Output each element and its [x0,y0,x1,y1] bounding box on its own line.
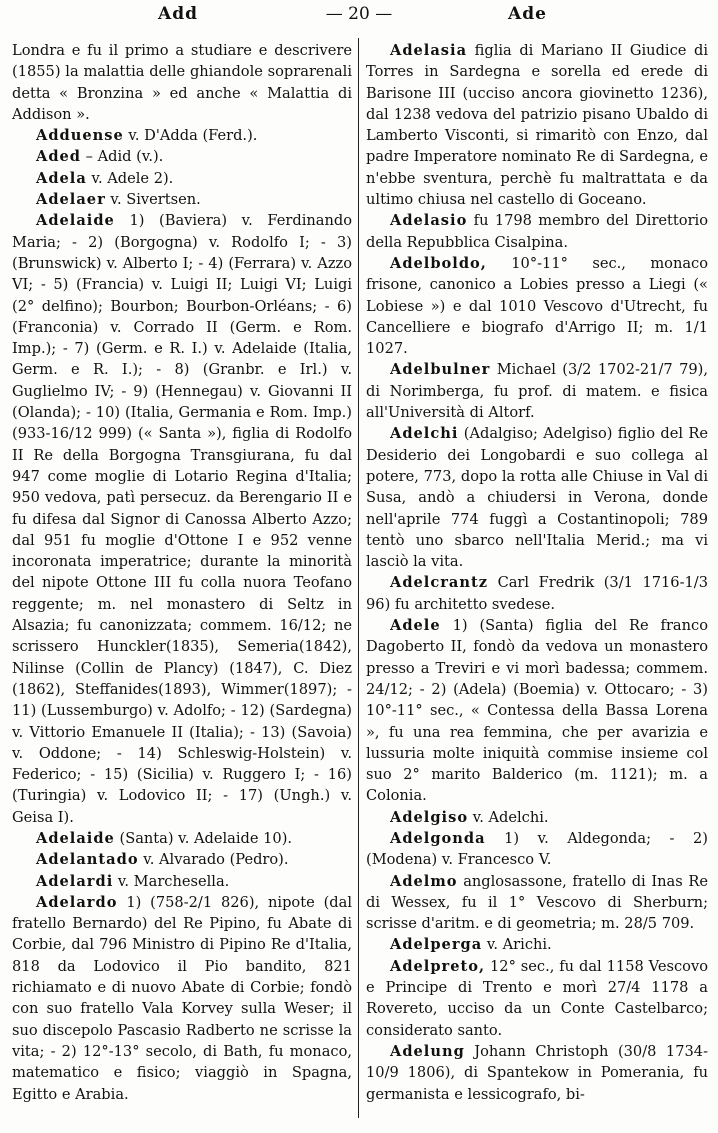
entry-text: 12° sec., fu dal 1158 Vescovo e Principe di Trento e morì 27/4 1178 a Rovereto, ucciso da un Conte Castelbarco; considerato santo. [366,957,708,1039]
dictionary-entry [366,359,708,423]
entry-text: Londra e fu il primo a studiare e descrivere (1855) la malattia delle ghiandole soprarenali detta « Bronzina » ed anche « Malattia di Addison ». [12,42,352,123]
entry-headword: Adelgonda [390,829,486,847]
entry-text: Carl Fredrik (3/1 1716-1/3 96) fu architetto svedese. [366,574,708,613]
dictionary-entry [12,871,352,892]
dictionary-entry [366,1041,708,1105]
entry-text: – Adid (v.). [81,148,164,166]
entry-text: anglosassone, fratello di Inas Re di Wessex, fu il 1° Vescovo di Sherburn; scrisse d'aritm. e di geometria; m. 28/5 709. [366,872,708,933]
entry-headword: Adelchi [390,425,459,443]
entry-text: v. Adele 2). [86,169,174,187]
entry-headword: Adelaide [36,212,115,230]
dictionary-entry [12,125,352,146]
dictionary-entry [366,572,708,615]
entry-headword: Adelaer [36,191,106,209]
entry-text: v. Marchesella. [113,872,230,890]
column-divider [358,38,359,1118]
left-running-head: Add [158,4,198,24]
entry-text: 1) (758-2/1 826), nipote (dal fratello Bernardo) del Re Pipino, fu Abate di Corbie, dal 796 Ministro di Pipino Re d'Italia, 818 da Lodovico il Pio bandito, 821 richiamato e di nuovo Abate di Corbie; fondò con suo fratello Vala Korvey sulla Weser; il suo discepolo Pascasio Radberto ne scrisse la vita; - 2) 12°-13° secolo, di Bath, fu monaco, matematico e fisico; viaggiò in Spagna, Egitto e Arabia. [12,893,352,1103]
entry-headword: Adelantado [36,851,139,869]
entry-headword: Adelcrantz [390,574,489,592]
entry-headword: Adelung [390,1042,465,1060]
dictionary-entry [12,849,352,870]
dictionary-entry [12,189,352,210]
entry-text: v. Sivertsen. [105,191,201,209]
entry-text: 1) v. Aldegonda; - 2) (Modena) v. Francesco V. [366,829,708,869]
entry-headword: Adele [390,617,441,635]
entry-headword: Adelboldo, [390,254,487,272]
entry-text: figlia di Mariano II Giudice di Torres in Sardegna e sorella ed erede di Barisone III (ucciso ancora giovinetto 1236), dal 1238 vedova del patrizio pisano Ubaldo di Lamberto Visconti, si rimaritò con Enzo, dal padre Imperatore nominato Re di Sardegna, e n'ebbe sventura, perchè fu maltrattata e da ultimo chiusa nel castello di Goceano. [366,42,708,209]
entry-headword: Adelardi [36,872,114,890]
entry-text: Michael (3/2 1702-21/7 79), di Norimberga, fu prof. di matem. e fisica all'Università di Altorf. [366,361,708,422]
entry-headword: Aded [36,148,82,166]
entry-text: v. Adelchi. [468,808,549,826]
dictionary-entry [366,934,708,955]
dictionary-entry [366,210,708,253]
page-number: — 20 — [325,4,393,24]
entry-headword: Adelbulner [390,361,491,379]
dictionary-entry [12,210,352,828]
entry-headword: Adelaide [36,829,115,847]
dictionary-entry [12,828,352,849]
dictionary-entry [12,40,352,125]
entry-text: 10°-11° sec., monaco frisone, canonico a Lobies presso a Liegi (« Lobiese ») e dal 1010 Vescovo d'Utrecht, fu Cancelliere e biografo d'Arrigo II; m. 1/1 1027. [366,254,708,358]
entry-text: v. D'Adda (Ferd.). [123,127,258,145]
entry-text: fu 1798 membro del Direttorio della Repubblica Cisalpina. [366,212,708,251]
entry-text: Johann Christoph (30/8 1734-10/9 1806), di Spantekow in Pomerania, fu germanista e lessicografo, bi- [366,1042,708,1103]
dictionary-entry [366,253,708,359]
dictionary-entry [12,892,352,1105]
entry-headword: Adduense [36,127,124,145]
dictionary-entry [12,168,352,189]
dictionary-entry [366,828,708,871]
entry-headword: Adela [36,169,87,187]
entry-text: 1) (Santa) figlia del Re franco Dagoberto II, fondò da vedova un monastero presso a Treviri e vi morì badessa; commem. 24/12; - 2) (Adela) (Boemia) v. Ottocaro; - 3) 10°-11° sec., « Contessa della Bassa Lorena », fu una rea femmina, che per avarizia e lussuria molte iniquità commise insieme col suo 2° marito Balderico (m. 1121); m. a Colonia. [366,617,708,805]
dictionary-entry [12,146,352,167]
dictionary-entry [366,615,708,807]
entry-headword: Adelpreto, [390,957,486,975]
dictionary-entry [366,807,708,828]
entry-headword: Adelmo [390,872,458,890]
dictionary-entry [366,423,708,572]
entry-text: (Santa) v. Adelaide 10). [114,829,293,847]
page-header [0,4,718,26]
left-column [12,40,352,1105]
entry-text: (Adalgiso; Adelgiso) figlio del Re Desiderio dei Longobardi e suo collega al potere, 773, dopo la rotta alle Chiuse in Val di Susa, andò a chiudersi in Verona, donde nell'aprile 774 fuggì a Costantinopoli; 789 tentò uno sbarco nell'Italia Merid.; ma vi lasciò la vita. [366,425,708,571]
entry-headword: Adelasio [390,212,468,230]
entry-headword: Adelasia [390,42,468,59]
entry-text: v. Alvarado (Pedro). [138,851,289,869]
dictionary-entry [366,956,708,1041]
entry-headword: Adelardo [36,893,118,911]
right-column [366,40,708,1105]
right-running-head: Ade [508,4,547,24]
entry-headword: Adelgiso [390,808,469,826]
entry-text: 1) (Baviera) v. Ferdinando Maria; - 2) (Borgogna) v. Rodolfo I; - 3) (Brunswick) v. Alberto I; - 4) (Ferrara) v. Azzo VI; - 5) (Francia) v. Luigi II; Luigi VI; Luigi (2° delfino); Bourbon; Bourbon-Orléans; - 6) (Franconia) v. Corrado II (Germ. e Rom. Imp.); - 7) (Germ. e R. I.) v. Adelaide (Italia, Germ. e R. I.); - 8) (Granbr. e Irl.) v. Guglielmo IV; - 9) (Hennegau) v. Giovanni II (Olanda); - 10) (Italia, Germania e Rom. Imp.) (933-16/12 999) (« Santa »), figlia di Rodolfo II Re della Borgogna Transgiurana, fu dal 947 come moglie di Lotario Regina d'Italia; 950 vedova, patì persecuz. da Berengario II e fu difesa dal Signor di Canossa Alberto Azzo; dal 951 fu moglie d'Ottone I e 952 venne incoronata imperatrice; durante la minorità del nipote Ottone III fu colla nuora Teofano reggente; m. nel monastero di Seltz in Alsazia; fu canonizzata; commem. 16/12; ne scrissero Hunckler(1835), Semeria(1842), Nilinse (Collin de Plancy) (1847), C. Diez (1862), Steffanides(1893), Wimmer(1897); - 11) (Lussemburgo) v. Adolfo; - 12) (Sardegna) v. Vittorio Emanuele II (Italia); - 13) (Savoia) v. Oddone; - 14) Schleswig-Holstein) v. Federico; - 15) (Sicilia) v. Ruggero I; - 16) (Turingia) v. Lodovico II; - 17) (Ungh.) v. Geisa I). [12,212,352,826]
entry-headword: Adelperga [390,936,483,954]
dictionary-entry [366,40,708,210]
entry-text: v. Arichi. [482,936,552,954]
dictionary-entry [366,871,708,935]
